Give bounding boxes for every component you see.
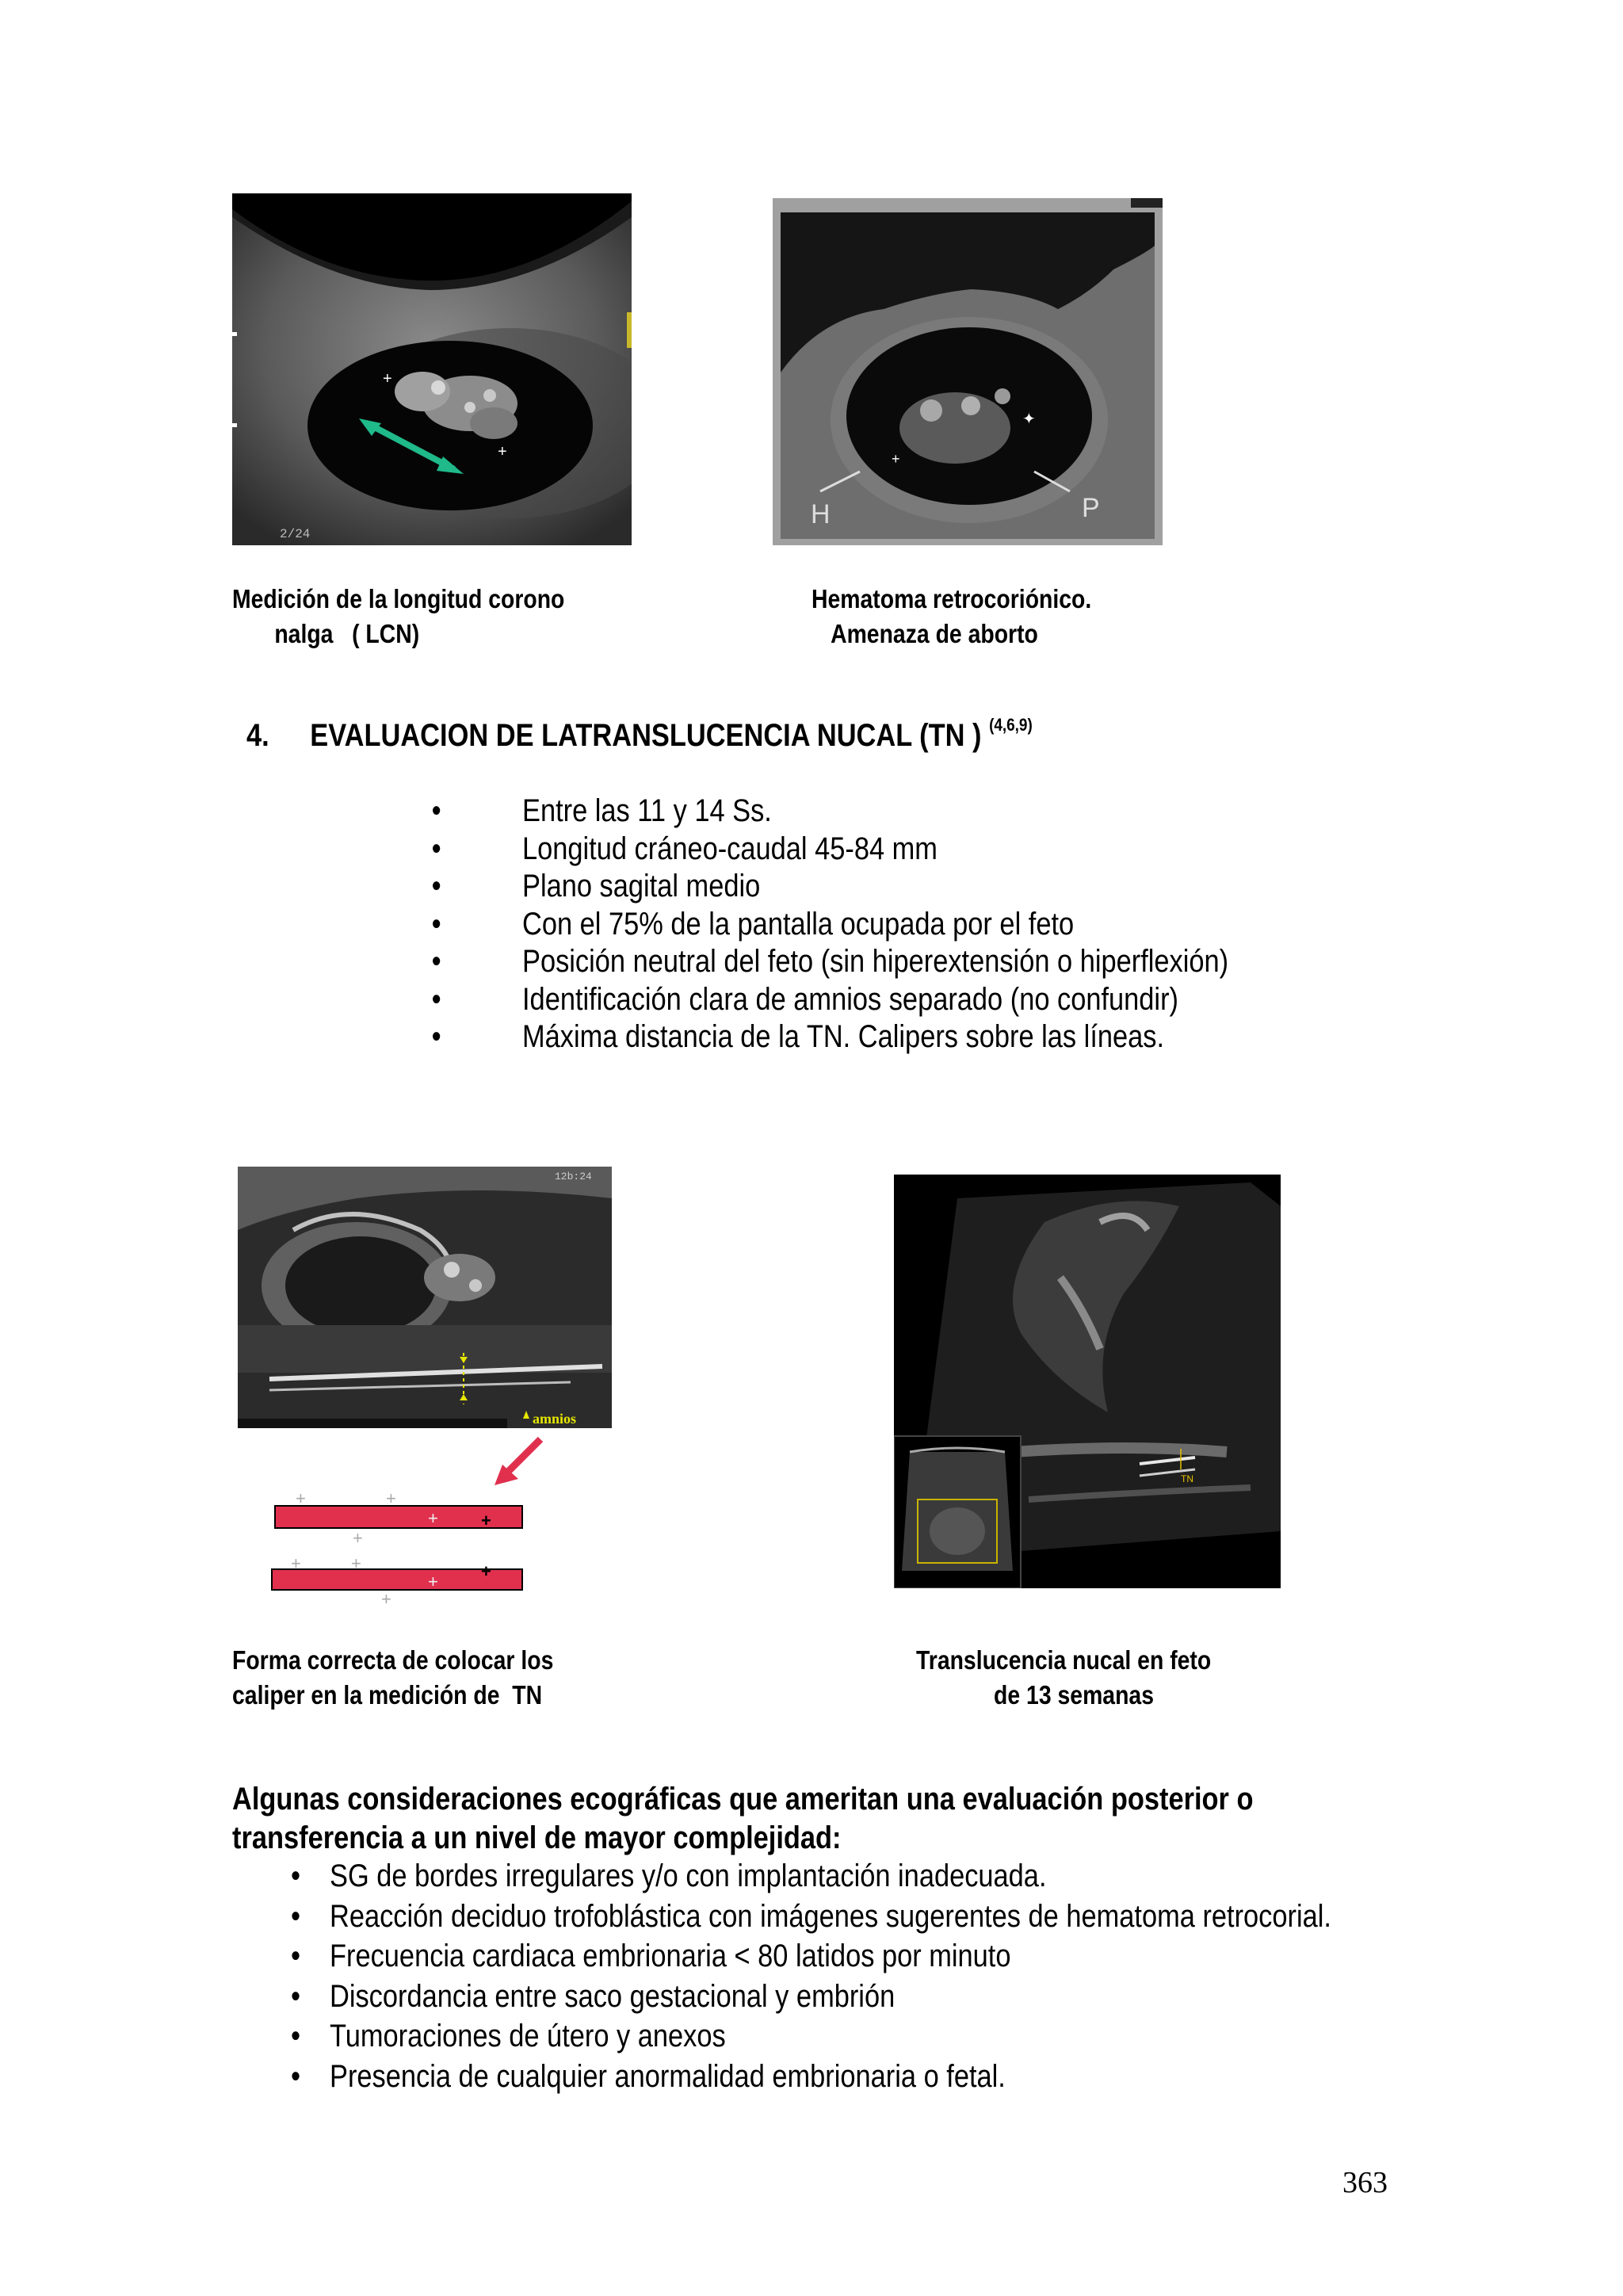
hematoma-caption xyxy=(812,582,1091,651)
list-item: • Longitud cráneo-caudal 45-84 mm xyxy=(431,831,938,866)
tn-label: TN xyxy=(1181,1473,1193,1484)
tn-13-weeks-ultrasound-image xyxy=(894,1175,1281,1588)
list-item: • Posición neutral del feto (sin hiperextensión o hiperflexión) xyxy=(431,944,1229,979)
svg-text:+: + xyxy=(383,370,392,388)
lcn-overlay-text: 2/24 xyxy=(280,527,311,541)
considerations-title-line1: Algunas consideraciones ecográficas que ameritan una evaluación posterior o xyxy=(232,1782,1254,1817)
list-item: • Presencia de cualquier anormalidad embrionaria o fetal. xyxy=(290,2058,1006,2094)
list-item: • SG de bordes irregulares y/o con implantación inadecuada. xyxy=(290,1859,1047,1893)
lcn-caption-line2: nalga ( LCN) xyxy=(274,619,420,648)
considerations-list xyxy=(290,1856,1331,2096)
svg-text:+: + xyxy=(428,1572,438,1591)
list-item: • Identificación clara de amnios separado (no confundir) xyxy=(431,981,1178,1017)
svg-text:+: + xyxy=(296,1490,306,1508)
tn-criteria-list xyxy=(431,793,1229,1056)
section-4-title: EVALUACION DE LATRANSLUCENCIA NUCAL (TN ) xyxy=(310,718,982,753)
section-4-number: 4. xyxy=(246,718,269,753)
svg-text:+: + xyxy=(353,1528,363,1548)
tn-sagittal-corner-text: 12b:24 xyxy=(555,1171,592,1182)
section-4-heading xyxy=(246,715,1033,754)
list-item: • Máxima distancia de la TN. Calipers sobre las líneas. xyxy=(431,1019,1165,1054)
caliper-caption-line2: caliper en la medición de TN xyxy=(232,1680,543,1710)
section-4-refs: (4,6,9) xyxy=(989,715,1033,735)
page-number: 363 xyxy=(1342,2166,1388,2199)
lcn-caption-line1: Medición de la longitud corono xyxy=(232,584,565,613)
lcn-ultrasound-image xyxy=(232,193,632,545)
svg-text:+: + xyxy=(291,1553,301,1573)
list-item: • Con el 75% de la pantalla ocupada por el feto xyxy=(431,906,1075,942)
svg-text:+: + xyxy=(381,1589,391,1609)
tn-caption-line1: Translucencia nucal en feto xyxy=(916,1645,1212,1675)
caliper-caption-line1: Forma correcta de colocar los xyxy=(232,1645,554,1675)
caliper-diagram xyxy=(265,1490,535,1609)
svg-text:✦: ✦ xyxy=(1022,411,1036,428)
svg-text:+: + xyxy=(481,1561,491,1581)
svg-text:+: + xyxy=(892,451,900,467)
svg-text:+: + xyxy=(351,1553,361,1573)
hematoma-caption-line1: Hematoma retrocoriónico. xyxy=(812,584,1092,613)
considerations-title xyxy=(232,1780,1253,1858)
pointer-arrow-icon xyxy=(491,1433,555,1488)
tn-inset-image xyxy=(894,1436,1021,1588)
tn-sagittal-ultrasound-image xyxy=(238,1167,612,1428)
caliper-caption xyxy=(232,1643,553,1713)
list-item: • Tumoraciones de útero y anexos xyxy=(290,2019,726,2053)
tn-caption xyxy=(916,1643,1211,1713)
hematoma-ultrasound-image xyxy=(773,198,1163,545)
svg-text:+: + xyxy=(481,1511,491,1530)
list-item: • Entre las 11 y 14 Ss. xyxy=(431,793,772,828)
lcn-caption xyxy=(232,582,564,651)
hematoma-label-h: H xyxy=(811,499,831,529)
svg-text:+: + xyxy=(498,443,507,460)
list-item: • Discordancia entre saco gestacional y embrión xyxy=(290,1978,896,2014)
list-item: • Frecuencia cardiaca embrionaria < 80 latidos por minuto xyxy=(290,1939,1011,1973)
hematoma-caption-line2: Amenaza de aborto xyxy=(831,619,1038,648)
list-item: • Plano sagital medio xyxy=(431,869,761,904)
considerations-title-line2: transferencia a un nivel de mayor complejidad: xyxy=(232,1820,842,1855)
tn-caption-line2: de 13 semanas xyxy=(994,1680,1154,1710)
svg-text:+: + xyxy=(428,1508,438,1528)
svg-text:+: + xyxy=(386,1490,396,1508)
list-item: • Reacción deciduo trofoblástica con imágenes sugerentes de hematoma retrocorial. xyxy=(290,1898,1331,1934)
amnios-label: amnios xyxy=(533,1411,577,1427)
hematoma-label-p: P xyxy=(1082,493,1100,523)
